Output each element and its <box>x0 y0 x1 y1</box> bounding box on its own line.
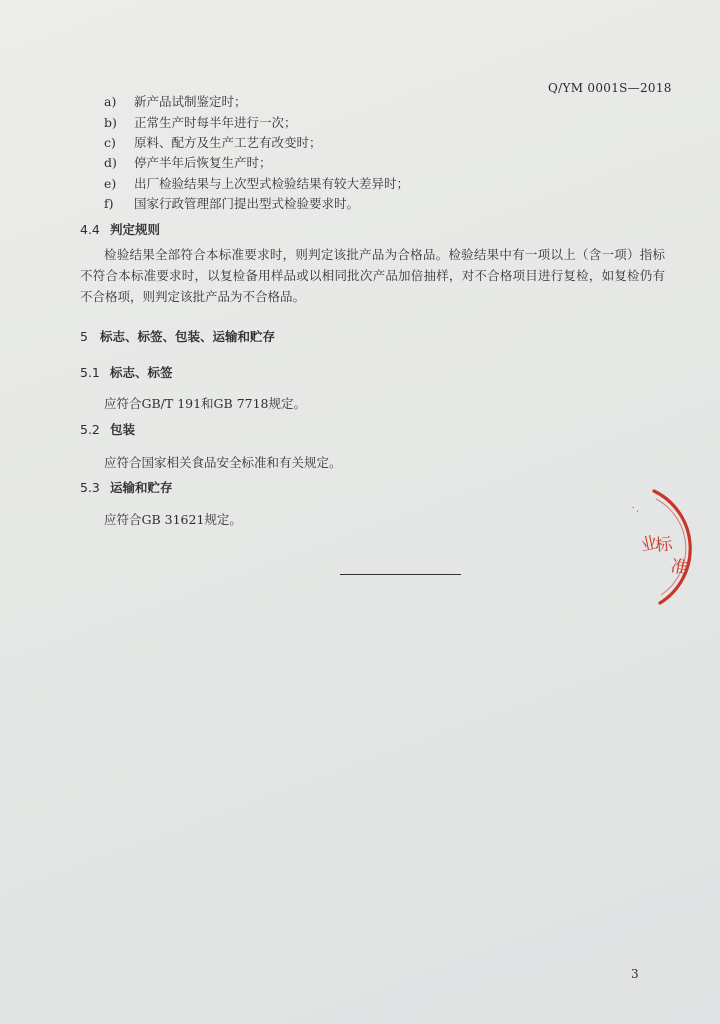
list-item <box>104 135 322 151</box>
section-number: 5.2 <box>80 422 100 437</box>
svg-text:· ·: · · <box>628 503 642 517</box>
section-title: 运输和贮存 <box>110 480 173 495</box>
list-text: 国家行政管理部门提出型式检验要求时。 <box>134 196 360 211</box>
list-item <box>104 115 297 131</box>
list-marker: e) <box>104 176 117 191</box>
list-text: 新产品试制鉴定时； <box>134 94 247 109</box>
list-marker: b) <box>104 115 117 130</box>
list-item <box>104 94 247 110</box>
section-number: 5.1 <box>80 365 100 380</box>
section-body: 应符合国家相关食品安全标准和有关规定。 <box>104 455 342 470</box>
list-item <box>104 155 272 171</box>
list-text: 停产半年后恢复生产时； <box>134 155 272 170</box>
svg-text:标: 标 <box>654 534 674 556</box>
list-text: 正常生产时每半年进行一次； <box>134 115 297 130</box>
section-heading-5-1 <box>80 363 173 381</box>
section-title: 判定规则 <box>110 222 161 237</box>
section-body: 应符合GB/T 191和GB 7718规定。 <box>104 396 307 411</box>
section-title: 标志、标签 <box>110 365 173 380</box>
list-marker: f) <box>104 196 114 211</box>
section-number: 5.3 <box>80 480 100 495</box>
section-heading-4-4 <box>80 220 160 238</box>
list-item <box>104 176 409 192</box>
section-heading-5 <box>80 327 275 345</box>
svg-text:准: 准 <box>669 556 690 579</box>
list-marker: d) <box>104 155 117 170</box>
list-text: 出厂检验结果与上次型式检验结果有较大差异时； <box>134 176 410 191</box>
section-title: 包装 <box>110 422 136 437</box>
document-code: Q/YM 0001S—2018 <box>548 81 672 95</box>
section-number: 4.4 <box>80 222 100 237</box>
section-number: 5 <box>80 329 88 344</box>
list-marker: a) <box>104 94 117 109</box>
judgement-rules-paragraph: 检验结果全部符合本标准要求时，则判定该批产品为合格品。检验结果中有一项以上（含一项）指标不符合本标准要求时，以复检备用样品或以相同批次产品加倍抽样，对不合格项目进行复检，如复检仍有不合格项，则判定该批产品为不合格品。 <box>80 247 665 304</box>
svg-text:业: 业 <box>638 532 660 556</box>
section-heading-5-2 <box>80 420 135 438</box>
section-heading-5-3 <box>80 478 173 496</box>
list-marker: c) <box>104 135 116 150</box>
page-number: 3 <box>631 967 639 981</box>
section-body: 应符合GB 31621规定。 <box>104 512 242 527</box>
official-seal-stamp <box>612 485 702 610</box>
list-text: 原料、配方及生产工艺有改变时； <box>134 135 322 150</box>
list-item <box>104 196 359 212</box>
end-of-document-rule <box>340 574 461 575</box>
section-title: 标志、标签、包装、运输和贮存 <box>100 329 276 344</box>
